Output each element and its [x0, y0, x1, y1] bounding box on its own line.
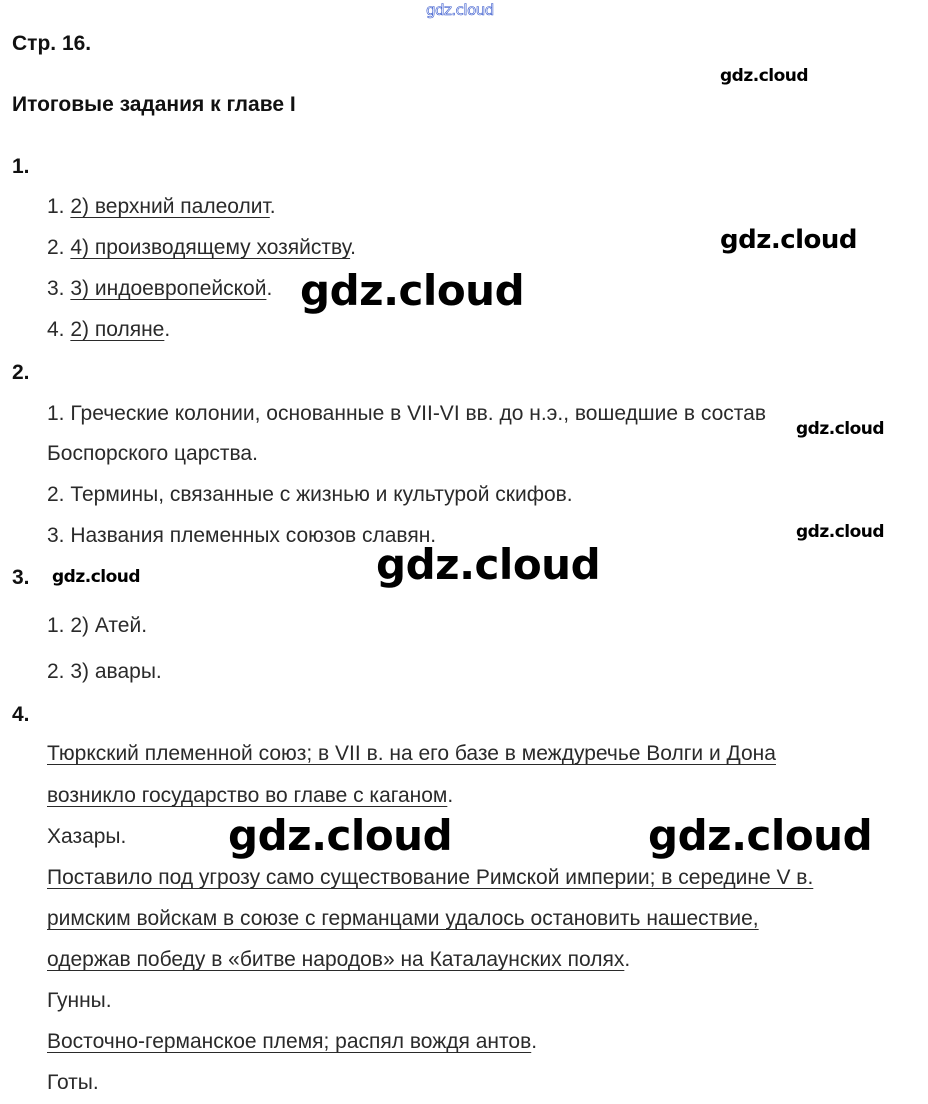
watermark-top: gdz.cloud: [426, 1, 494, 19]
task-1-item-3: 3. 3) индоевропейской.: [47, 277, 273, 300]
watermark-1: gdz.cloud: [720, 66, 809, 86]
task-1-item-2: 2. 4) производящему хозяйству.: [47, 236, 356, 259]
task-4-def-2-line-2: римским войскам в союзе с германцами удалось остановить нашествие,: [47, 907, 759, 930]
task-4-answer-1: Хазары.: [47, 825, 127, 848]
task-4-def-3: Восточно-германское племя; распял вождя антов.: [47, 1030, 538, 1053]
watermark-3: gdz.cloud: [300, 266, 525, 315]
task-3-number: 3.: [12, 566, 30, 589]
task-4-def-1-line-1: Тюркский племенной союз; в VII в. на его базе в междуречье Волги и Дона: [47, 742, 776, 765]
task-4-answer-2: Гунны.: [47, 989, 112, 1012]
answer-underlined: 2) поляне: [70, 318, 165, 341]
task-2-item-2: 2. Термины, связанные с жизнью и культурой скифов.: [47, 483, 573, 506]
watermark-4: gdz.cloud: [796, 419, 885, 439]
section-title: Итоговые задания к главе I: [12, 93, 296, 116]
watermark-5: gdz.cloud: [796, 522, 885, 542]
task-4-number: 4.: [12, 703, 30, 726]
task-3-item-2: 2. 3) авары.: [47, 660, 162, 683]
watermark-9: gdz.cloud: [648, 811, 873, 860]
answer-underlined: 4) производящему хозяйству: [70, 236, 351, 259]
task-2-item-3: 3. Названия племенных союзов славян.: [47, 524, 437, 547]
page-title: Стр. 16.: [12, 32, 92, 55]
answer-underlined: 2) верхний палеолит: [70, 195, 270, 218]
task-3-item-1: 1. 2) Атей.: [47, 614, 148, 637]
task-4-def-1-line-2: возникло государство во главе с каганом.: [47, 784, 454, 807]
task-2-item-1-line-2: Боспорского царства.: [47, 442, 258, 465]
watermark-7: gdz.cloud: [376, 540, 601, 589]
watermark-2: gdz.cloud: [720, 225, 858, 255]
task-4-def-2-line-3: одержав победу в «битве народов» на Каталаунских полях.: [47, 948, 631, 971]
task-1-item-1: 1. 2) верхний палеолит.: [47, 195, 276, 218]
watermark-6: gdz.cloud: [52, 567, 141, 587]
watermark-8: gdz.cloud: [228, 811, 453, 860]
task-4-def-2-line-1: Поставило под угрозу само существование Римской империи; в середине V в.: [47, 866, 814, 889]
task-1-item-4: 4. 2) поляне.: [47, 318, 171, 341]
task-4-answer-3: Готы.: [47, 1071, 99, 1094]
answer-underlined: 3) индоевропейской: [70, 277, 267, 300]
task-2-number: 2.: [12, 361, 30, 384]
task-2-item-1-line-1: 1. Греческие колонии, основанные в VII-VI вв. до н.э., вошедшие в состав: [47, 402, 767, 425]
task-1-number: 1.: [12, 155, 30, 178]
